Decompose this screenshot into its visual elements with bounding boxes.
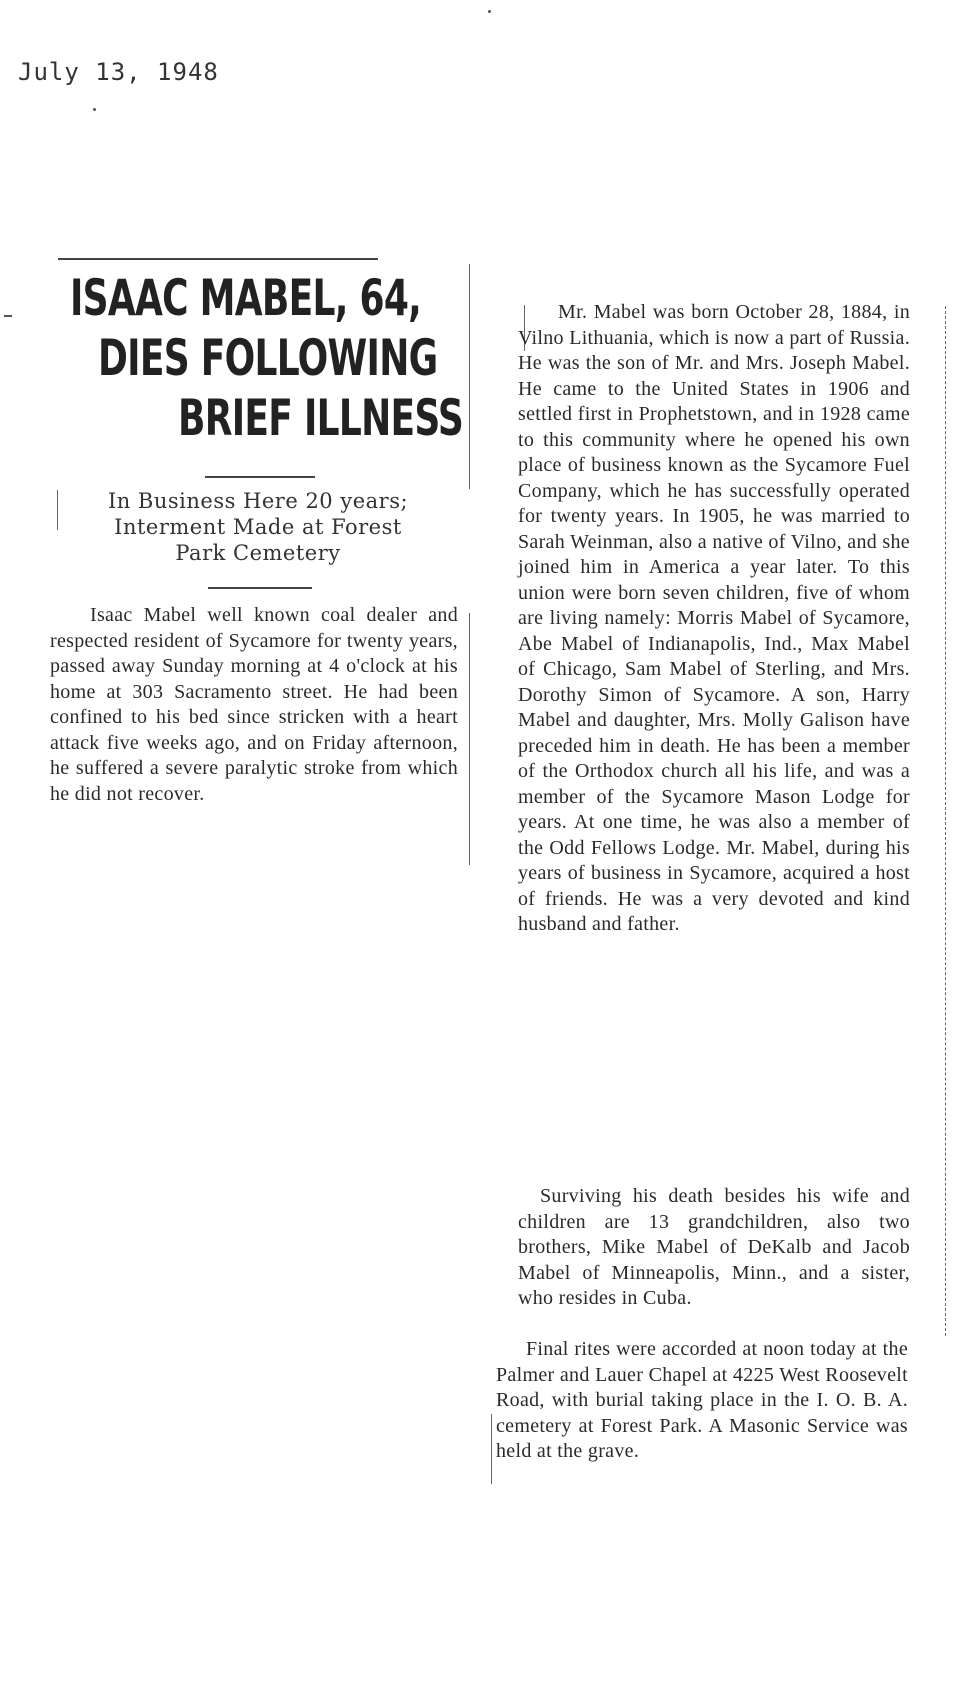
clipping-date: July 13, 1948 — [18, 58, 219, 86]
scan-speck — [488, 10, 491, 13]
left-column-border — [469, 613, 470, 865]
article-paragraph: Final rites were accorded at noon today at the Palmer and Lauer Chapel at 4225 West Roosevelt Road, with burial taking place in the I. O. B. A. cemetery at Forest Park. A Masonic Service was held at the grave. — [496, 1338, 908, 1462]
scan-speck — [93, 108, 96, 111]
right-column-border — [491, 1414, 492, 1484]
headline-top-rule — [58, 258, 378, 260]
subheadline-line: Interment Made at Forest — [114, 515, 402, 539]
article-paragraph: Isaac Mabel well known coal dealer and respected resident of Sycamore for twenty years, passed away Sunday morning at 4 o'clock at his home at 303 Sacramento street. He had been confined to his bed since stricken with a heart attack five weeks ago, and on Friday afternoon, he suffered a severe paralytic stroke from which he did not recover. — [50, 604, 458, 805]
headline — [60, 268, 464, 448]
headline-line: ISAAC MABEL, 64, — [70, 269, 422, 327]
deck-bottom-rule — [208, 587, 312, 589]
article-paragraph: Surviving his death besides his wife and children are 13 grandchildren, also two brothers, Mike Mabel of DeKalb and Jacob Mabel of Minneapolis, Minn., and a sister, who resides in Cuba. — [518, 1185, 910, 1309]
subheadline — [58, 488, 458, 566]
headline-line: BRIEF ILLNESS — [178, 389, 464, 447]
headline-line: DIES FOLLOWING — [98, 329, 438, 387]
article-paragraph: Mr. Mabel was born October 28, 1884, in Vilno Lithuania, which is now a part of Russia. He was the son of Mr. and Mrs. Joseph Mabel. He came to the United States in 1906 and settled first in Prophetstown, and in 1928 came to this community where he opened his own place of business known as the Sycamore Fuel Company, which he has successfully operated for twenty years. In 1905, he was married to Sarah Weinman, also a native of Vilno, and she joined him in America a year later. To this union were born seven children, five of whom are living namely: Morris Mabel of Sycamore, Abe Mabel of Indianapolis, Ind., Max Mabel of Chicago, Sam Mabel of Sterling, and Mrs. Dorothy Simon of Sycamore. A son, Harry Mabel and daughter, Mrs. Molly Galison have preceded him in death. He has been a member of the Orthodox church all his life, and was a member of the Sycamore Mason Lodge for years. At one time, he was also a member of the Odd Fellows Lodge. Mr. Mabel, during his years of business in Sycamore, acquired a host of friends. He was a very devoted and kind husband and father. — [518, 301, 910, 935]
left-column-border — [469, 264, 470, 489]
deck-top-rule — [205, 476, 315, 478]
subheadline-line: In Business Here 20 years; — [107, 489, 409, 513]
right-column-border — [945, 306, 946, 1336]
scan-speck — [4, 315, 12, 317]
subheadline-line: Park Cemetery — [175, 541, 341, 565]
